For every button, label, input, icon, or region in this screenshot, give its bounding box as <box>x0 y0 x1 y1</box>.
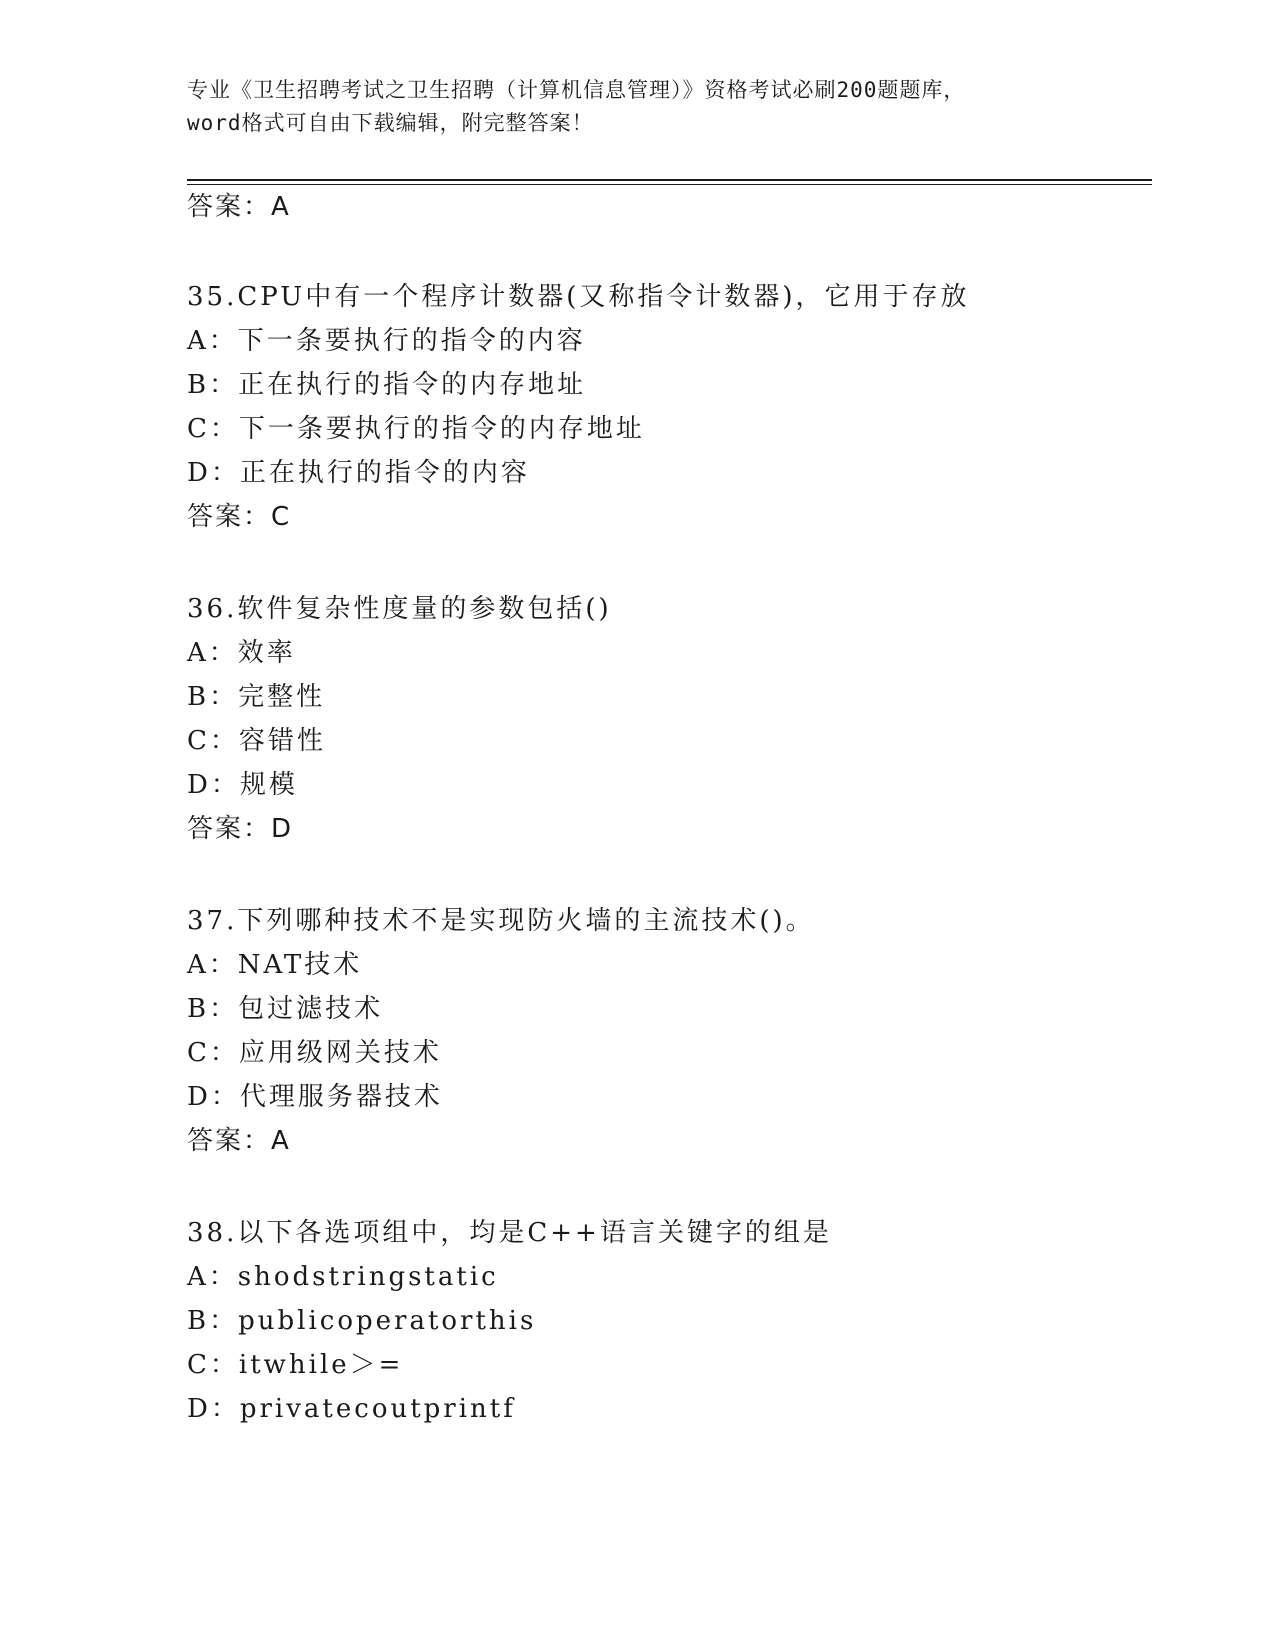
header-divider-thick <box>187 179 1152 181</box>
header-line-1: 专业《卫生招聘考试之卫生招聘（计算机信息管理）》资格考试必刷200题题库， <box>187 78 966 102</box>
question-38-option-d: D：privatecoutprintf <box>187 1394 516 1424</box>
question-37-option-d: D：代理服务器技术 <box>187 1082 443 1112</box>
question-35-stem: 35.CPU中有一个程序计数器(又称指令计数器)，它用于存放 <box>187 282 970 312</box>
question-36-answer: 答案：D <box>187 814 294 844</box>
question-37-option-b: B：包过滤技术 <box>187 994 384 1024</box>
question-35-option-d: D：正在执行的指令的内容 <box>187 458 530 488</box>
question-35-option-b: B：正在执行的指令的内存地址 <box>187 370 587 400</box>
question-36-option-b: B：完整性 <box>187 682 326 712</box>
question-38-option-c: C：itwhile＞= <box>187 1350 404 1380</box>
document-header <box>187 74 1087 140</box>
question-37-answer: 答案：A <box>187 1126 291 1156</box>
question-38-option-a: A：shodstringstatic <box>187 1262 499 1292</box>
header-line-2: word格式可自由下载编辑，附完整答案！ <box>187 111 594 135</box>
answer-prev: 答案：A <box>187 192 291 222</box>
question-35-option-c: C：下一条要执行的指令的内存地址 <box>187 414 645 444</box>
question-38-option-b: B：publicoperatorthis <box>187 1306 537 1336</box>
question-36-stem: 36.软件复杂性度量的参数包括() <box>187 594 612 624</box>
question-37-option-a: A：NAT技术 <box>187 950 363 980</box>
question-36-option-d: D：规模 <box>187 770 298 800</box>
question-35-option-a: A：下一条要执行的指令的内容 <box>187 326 586 356</box>
header-divider-thin <box>187 184 1152 185</box>
question-36-option-a: A：效率 <box>187 638 296 668</box>
question-36-option-c: C：容错性 <box>187 726 326 756</box>
question-37-option-c: C：应用级网关技术 <box>187 1038 442 1068</box>
question-37-stem: 37.下列哪种技术不是实现防火墙的主流技术()。 <box>187 906 815 936</box>
question-35-answer: 答案：C <box>187 502 292 532</box>
question-38-stem: 38.以下各选项组中，均是C++语言关键字的组是 <box>187 1218 832 1248</box>
